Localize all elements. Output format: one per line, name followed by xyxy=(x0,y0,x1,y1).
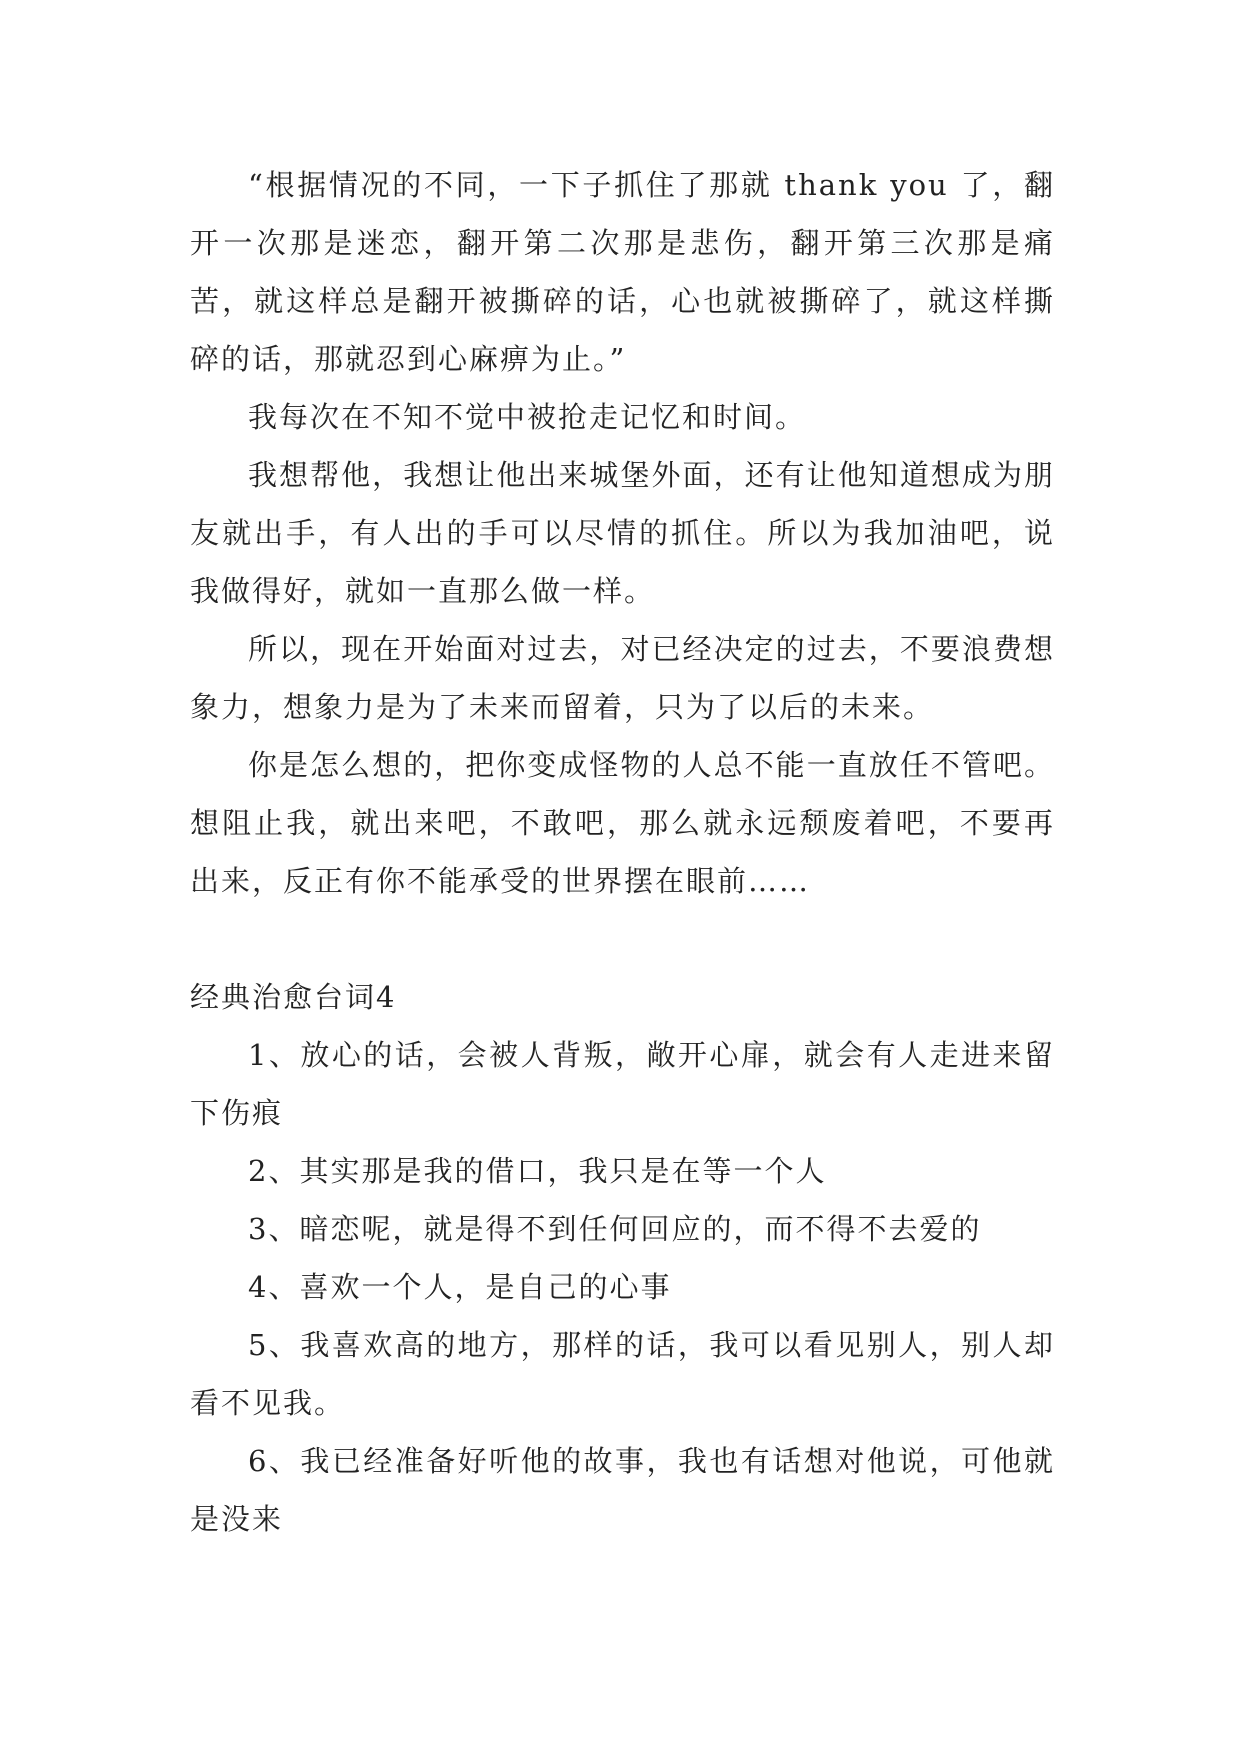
list-item: 6、我已经准备好听他的故事，我也有话想对他说，可他就是没来 xyxy=(190,1444,1055,1536)
list-item: 1、放心的话，会被人背叛，敞开心扉，就会有人走进来留下伤痕 xyxy=(190,1038,1055,1130)
section-heading: 经典治愈台词4 xyxy=(190,980,397,1014)
list-item: 2、其实那是我的借口，我只是在等一个人 xyxy=(248,1154,827,1188)
paragraph: 你是怎么想的，把你变成怪物的人总不能一直放任不管吧。想阻止我，就出来吧，不敢吧，那么就永远颓废着吧，不要再出来，反正有你不能承受的世界摆在眼前…… xyxy=(190,748,1055,898)
section-spacer xyxy=(190,910,1055,968)
paragraph: 所以，现在开始面对过去，对已经决定的过去，不要浪费想象力，想象力是为了未来而留着，只为了以后的未来。 xyxy=(190,632,1055,724)
document-body xyxy=(190,156,1055,1548)
paragraph: “根据情况的不同，一下子抓住了那就 thank you 了，翻开一次那是迷恋，翻开第二次那是悲伤，翻开第三次那是痛苦，就这样总是翻开被撕碎的话，心也就被撕碎了，就这样撕碎的话，那就忍到心麻痹为止。” xyxy=(190,168,1055,376)
list-item: 4、喜欢一个人，是自己的心事 xyxy=(248,1270,672,1304)
paragraph: 我想帮他，我想让他出来城堡外面，还有让他知道想成为朋友就出手，有人出的手可以尽情的抓住。所以为我加油吧，说我做得好，就如一直那么做一样。 xyxy=(190,458,1055,608)
list-item: 3、暗恋呢，就是得不到任何回应的，而不得不去爱的 xyxy=(248,1212,982,1246)
list-item: 5、我喜欢高的地方，那样的话，我可以看见别人，别人却看不见我。 xyxy=(190,1328,1055,1420)
paragraph: 我每次在不知不觉中被抢走记忆和时间。 xyxy=(248,400,807,434)
